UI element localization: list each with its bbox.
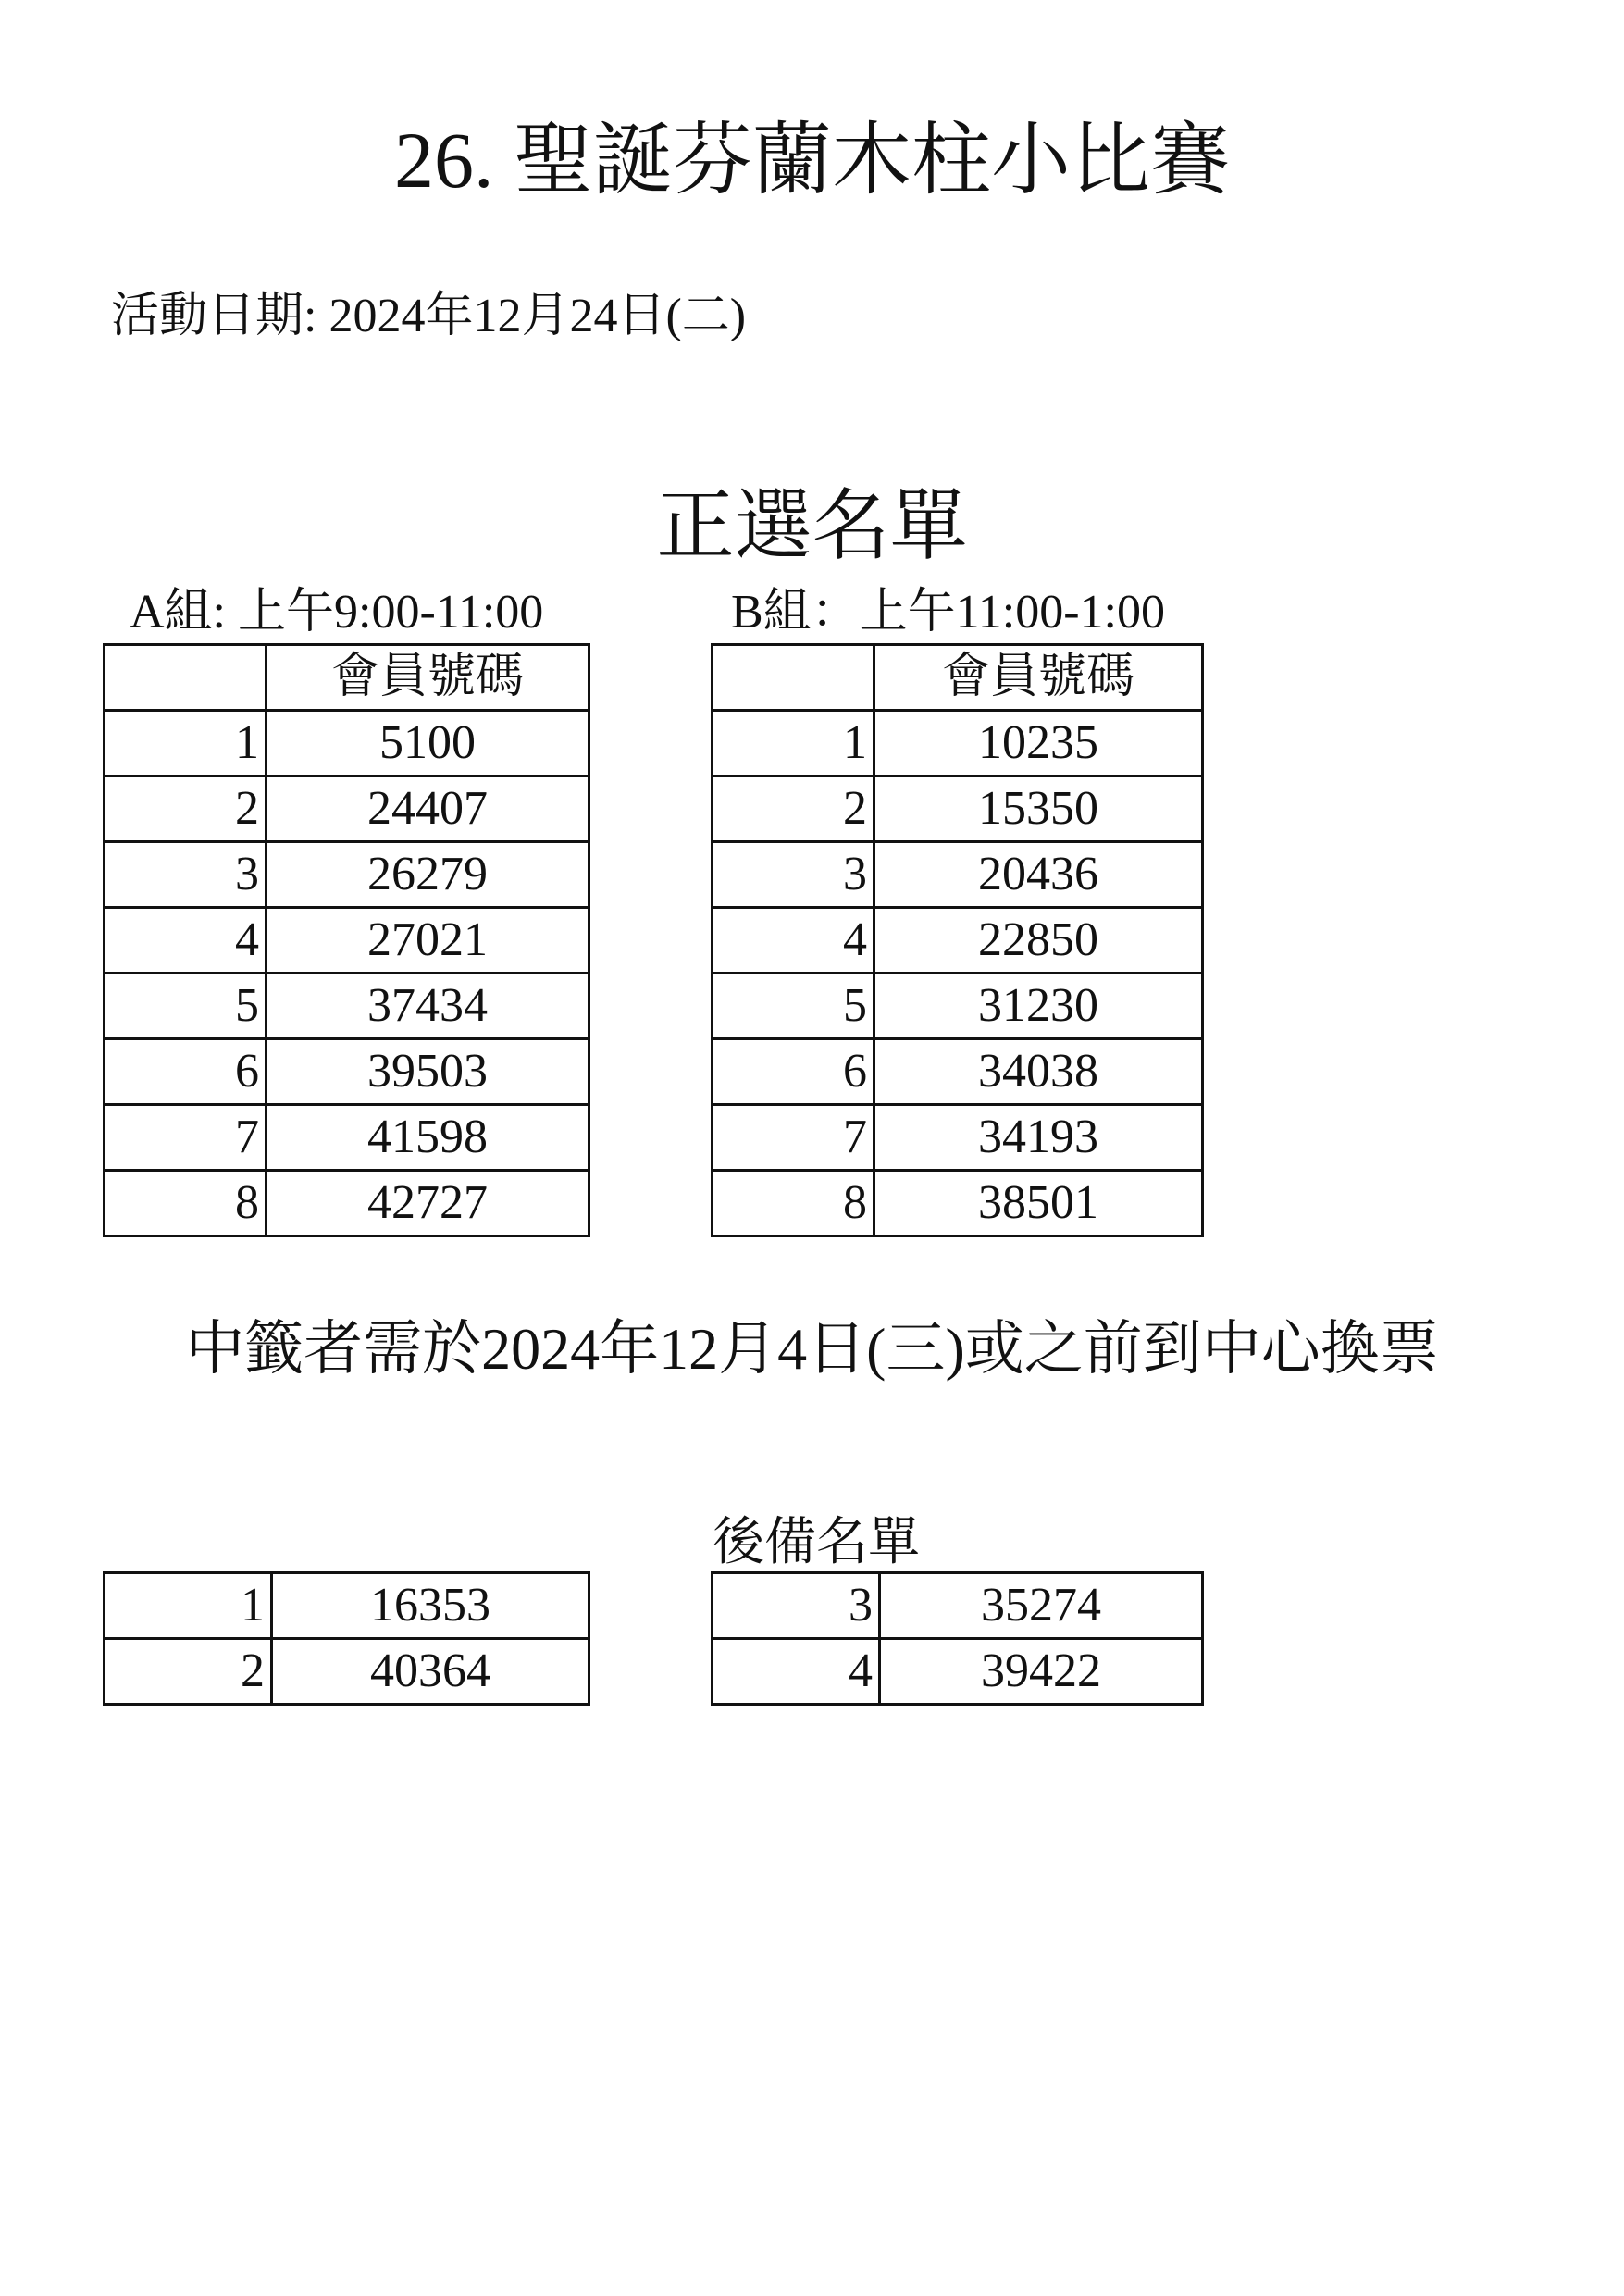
row-number: 1 (105, 711, 267, 776)
table-row (713, 842, 1203, 908)
member-number: 42727 (267, 1171, 589, 1236)
table-row (713, 908, 1203, 974)
row-number: 7 (105, 1105, 267, 1171)
row-number: 3 (713, 842, 874, 908)
row-number: 6 (713, 1039, 874, 1105)
page-title: 26. 聖誕芬蘭木柱小比賽 (394, 116, 1230, 205)
table-row (105, 974, 589, 1039)
member-number: 38501 (874, 1171, 1203, 1236)
row-number: 5 (105, 974, 267, 1039)
row-number: 7 (713, 1105, 874, 1171)
row-number: 4 (713, 908, 874, 974)
member-number: 22850 (874, 908, 1203, 974)
table-row (105, 908, 589, 974)
member-number: 39422 (880, 1639, 1203, 1705)
table-row (105, 776, 589, 842)
table-header-row (105, 645, 589, 711)
reserve-list-heading: 後備名單 (713, 1514, 920, 1571)
row-number: 3 (713, 1573, 880, 1639)
member-number: 27021 (267, 908, 589, 974)
member-number: 5100 (267, 711, 589, 776)
group-b-table (711, 643, 1204, 1237)
member-number: 10235 (874, 711, 1203, 776)
member-number: 35274 (880, 1573, 1203, 1639)
row-number: 2 (105, 776, 267, 842)
member-number: 20436 (874, 842, 1203, 908)
table-row (105, 1171, 589, 1236)
member-number: 39503 (267, 1039, 589, 1105)
member-number: 24407 (267, 776, 589, 842)
member-number: 15350 (874, 776, 1203, 842)
selected-list-heading: 正選名單 (656, 484, 968, 570)
group-b-label: B組：上午11:00-1:00 (731, 586, 1165, 639)
pickup-notice: 中籤者需於2024年12月4日(三)或之前到中心換票 (185, 1316, 1439, 1382)
member-number: 26279 (267, 842, 589, 908)
table-row (713, 776, 1203, 842)
row-number: 4 (713, 1639, 880, 1705)
group-a-label: A組: 上午9:00-11:00 (130, 586, 544, 639)
row-number: 1 (105, 1573, 272, 1639)
member-number: 41598 (267, 1105, 589, 1171)
row-number: 1 (713, 711, 874, 776)
row-number: 2 (713, 776, 874, 842)
member-number: 34193 (874, 1105, 1203, 1171)
reserve-table-left (103, 1571, 590, 1706)
member-number-header: 會員號碼 (874, 645, 1203, 711)
table-row (105, 1105, 589, 1171)
table-row (713, 711, 1203, 776)
member-number: 34038 (874, 1039, 1203, 1105)
event-date: 活動日期: 2024年12月24日(二) (111, 290, 747, 342)
row-number: 8 (713, 1171, 874, 1236)
member-number: 40364 (272, 1639, 589, 1705)
table-header-row (713, 645, 1203, 711)
table-row (713, 1039, 1203, 1105)
table-row (105, 1639, 589, 1705)
member-number: 16353 (272, 1573, 589, 1639)
row-number: 4 (105, 908, 267, 974)
member-number-header: 會員號碼 (267, 645, 589, 711)
member-number: 31230 (874, 974, 1203, 1039)
table-row (105, 1573, 589, 1639)
table-row (105, 1039, 589, 1105)
header-blank-cell (105, 645, 267, 711)
row-number: 2 (105, 1639, 272, 1705)
table-row (713, 974, 1203, 1039)
table-row (713, 1171, 1203, 1236)
table-row (713, 1639, 1203, 1705)
table-row (713, 1573, 1203, 1639)
table-row (105, 711, 589, 776)
reserve-table-right (711, 1571, 1204, 1706)
member-number: 37434 (267, 974, 589, 1039)
table-row (105, 842, 589, 908)
row-number: 8 (105, 1171, 267, 1236)
row-number: 6 (105, 1039, 267, 1105)
table-row (713, 1105, 1203, 1171)
header-blank-cell (713, 645, 874, 711)
group-a-table (103, 643, 590, 1237)
row-number: 3 (105, 842, 267, 908)
row-number: 5 (713, 974, 874, 1039)
